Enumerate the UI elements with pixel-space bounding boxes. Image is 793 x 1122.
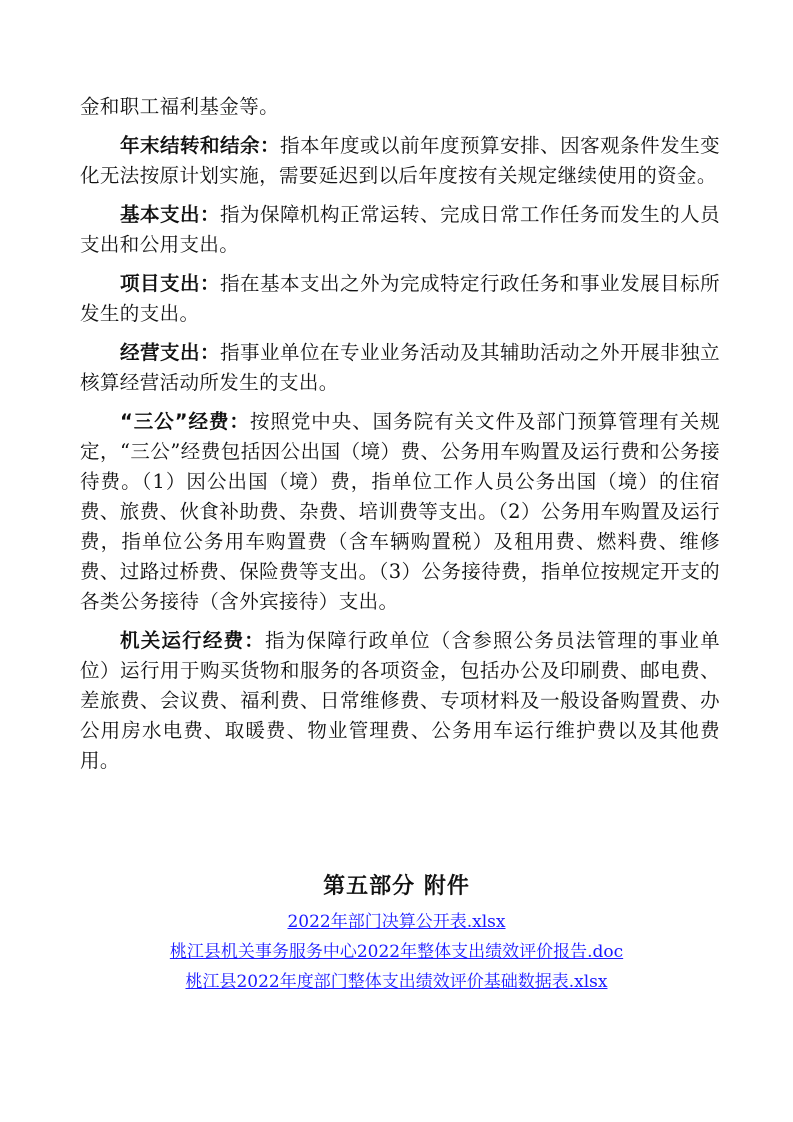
definition-text: 按照党中央、国务院有关文件及部门预算管理有关规定，“三公”经费包括因公出国（境）费、公务用车购置及运行费和公务接待费。（1）因公出国（境）费，指单位工作人员公务出国（境）的住宿费、旅费、伙食补助费、杂费、培训费等支出。（2）公务用车购置及运行费，指单位公务用车购置费（含车辆购置税）及租用费、燃料费、维修费、过路过桥费、保险费等支出。（3）公务接待费，指单位按规定开支的各类公务接待（含外宾接待）支出。 bbox=[80, 410, 721, 613]
definition-agency-operating-funds bbox=[80, 626, 720, 776]
definition-three-public-funds bbox=[80, 407, 720, 617]
definition-text: 指本年度或以前年度预算安排、因客观条件发生变化无法按原计划实施，需要延迟到以后年度按有关规定继续使用的资金。 bbox=[80, 134, 720, 187]
attachment-link-performance-data-table[interactable]: 桃江县2022年度部门整体支出绩效评价基础数据表.xlsx bbox=[185, 972, 608, 992]
continuation-paragraph: 金和职工福利基金等。 bbox=[80, 95, 280, 118]
definition-text: 指事业单位在专业业务活动及其辅助活动之外开展非独立核算经营活动所发生的支出。 bbox=[80, 341, 720, 394]
definition-text: 指为保障行政单位（含参照公务员法管理的事业单位）运行用于购买货物和服务的各项资金，包括办公及印刷费、邮电费、差旅费、会议费、福利费、日常维修费、专项材料及一般设备购置费、办公用房水电费、取暖费、物业管理费、公务用车运行维护费以及其他费用。 bbox=[80, 629, 720, 772]
definition-term: “三公”经费： bbox=[120, 410, 250, 433]
definition-term: 机关运行经费： bbox=[120, 629, 266, 652]
definition-operating-expenditure bbox=[80, 338, 720, 398]
definition-year-end-balance bbox=[80, 131, 720, 191]
definition-text: 指在基本支出之外为完成特定行政任务和事业发展目标所发生的支出。 bbox=[80, 272, 720, 325]
definition-term: 项目支出： bbox=[120, 272, 221, 295]
definition-term: 经营支出： bbox=[120, 341, 221, 364]
attachments-section bbox=[0, 872, 793, 997]
definition-term: 基本支出： bbox=[120, 203, 221, 226]
definition-text: 指为保障机构正常运转、完成日常工作任务而发生的人员支出和公用支出。 bbox=[80, 203, 720, 256]
definition-basic-expenditure bbox=[80, 200, 720, 260]
section-title: 第五部分 附件 bbox=[323, 874, 470, 899]
attachment-link-final-accounts-table[interactable]: 2022年部门决算公开表.xlsx bbox=[287, 912, 506, 932]
definition-term: 年末结转和结余： bbox=[120, 134, 281, 157]
definition-project-expenditure bbox=[80, 269, 720, 329]
definitions-section bbox=[80, 92, 720, 785]
attachment-link-performance-report[interactable]: 桃江县机关事务服务中心2022年整体支出绩效评价报告.doc bbox=[169, 942, 624, 962]
